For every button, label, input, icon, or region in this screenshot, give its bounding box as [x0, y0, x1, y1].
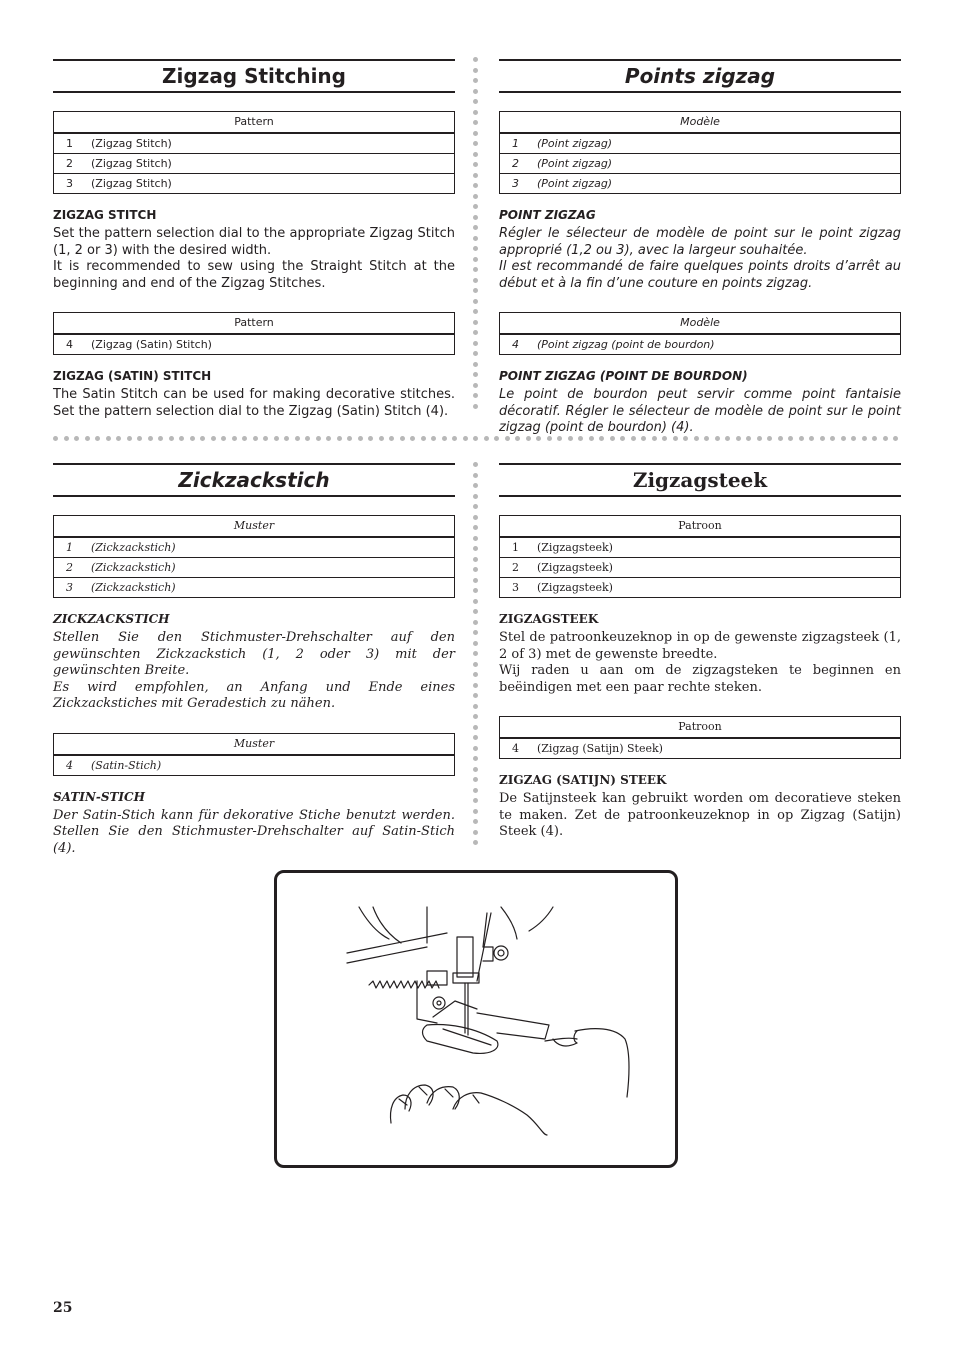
divider-dot	[148, 436, 153, 441]
table-row	[54, 557, 454, 577]
divider-dot	[473, 546, 478, 551]
divider-dot	[232, 436, 237, 441]
divider-dot	[221, 436, 226, 441]
divider-dot	[473, 641, 478, 646]
divider-dot	[473, 120, 478, 125]
divider-dot	[526, 436, 531, 441]
pattern-number: 2	[66, 157, 73, 170]
divider-dot	[347, 436, 352, 441]
divider-dot	[841, 436, 846, 441]
paragraph: It is recommended to sew using the Straight Stitch at the beginning and end of the Zigzag Stitches.	[53, 259, 455, 291]
divider-dot	[557, 436, 562, 441]
divider-dot	[809, 436, 814, 441]
divider-dot	[473, 89, 478, 94]
divider-dot	[158, 436, 163, 441]
divider-dot	[494, 436, 499, 441]
divider-dot	[872, 436, 877, 441]
section-title: Zigzagsteek	[499, 463, 901, 497]
divider-dot	[536, 436, 541, 441]
divider-dot	[473, 246, 478, 251]
divider-dot	[211, 436, 216, 441]
divider-dot	[610, 436, 615, 441]
section-german	[53, 463, 455, 857]
divider-dot	[473, 215, 478, 220]
divider-dot	[473, 672, 478, 677]
divider-dot	[473, 288, 478, 293]
divider-dot	[473, 78, 478, 83]
table-row	[500, 557, 900, 577]
pattern-number: 2	[512, 157, 519, 170]
divider-dot	[704, 436, 709, 441]
divider-dot	[830, 436, 835, 441]
divider-dot	[442, 436, 447, 441]
divider-dot	[473, 809, 478, 814]
divider-dot	[473, 735, 478, 740]
divider-dot	[106, 436, 111, 441]
pattern-number: 1	[66, 137, 73, 150]
divider-dot	[851, 436, 856, 441]
pattern-name: (Point zigzag)	[537, 177, 613, 190]
paragraph: Set the pattern selection dial to the appropriate Zigzag Stitch (1, 2 or 3) with the desired width.	[53, 226, 455, 258]
divider-dot	[473, 704, 478, 709]
divider-dot	[473, 714, 478, 719]
divider-dot	[589, 436, 594, 441]
divider-dot	[715, 436, 720, 441]
divider-dot	[473, 651, 478, 656]
divider-dot	[473, 257, 478, 262]
divider-dot	[641, 436, 646, 441]
divider-dot	[757, 436, 762, 441]
section-dutch	[499, 463, 901, 841]
section-title: Zickzackstich	[53, 463, 455, 497]
divider-dot	[893, 436, 898, 441]
divider-dot	[74, 436, 79, 441]
paragraph: Régler le sélecteur de modèle de point sur le point zigzag approprié (1,2 ou 3), avec la largeur souhaitée.	[499, 226, 901, 258]
divider-dot	[179, 436, 184, 441]
section-title: Points zigzag	[499, 59, 901, 93]
divider-dot	[473, 557, 478, 562]
divider-dot	[578, 436, 583, 441]
subheading: SATIN-STICH	[53, 789, 145, 804]
subheading: ZIGZAG STITCH	[53, 208, 157, 222]
pattern-number: 3	[512, 177, 519, 190]
divider-dot	[694, 436, 699, 441]
divider-dot	[326, 436, 331, 441]
divider-dot	[473, 372, 478, 377]
divider-dot	[284, 436, 289, 441]
divider-dot	[473, 777, 478, 782]
pattern-number: 4	[66, 758, 73, 772]
pattern-name: (Zigzag (Satin) Stitch)	[91, 338, 212, 351]
pattern-number: 3	[66, 581, 73, 594]
paragraph: Il est recommandé de faire quelques points droits d’arrêt au début et à la fin d’une couture en points zigzag.	[499, 259, 901, 291]
pattern-name: (Point zigzag)	[537, 137, 613, 150]
pattern-name: (Zigzag (Satijn) Steek)	[537, 742, 663, 755]
table-header: Muster	[54, 516, 454, 538]
divider-dot	[505, 436, 510, 441]
pattern-number: 3	[66, 177, 73, 190]
divider-dot	[473, 141, 478, 146]
table-row	[500, 577, 900, 597]
divider-dot	[473, 567, 478, 572]
table-header: Modèle	[500, 112, 900, 134]
pattern-name: (Zickzackstich)	[91, 581, 176, 594]
pattern-table	[53, 733, 455, 776]
pattern-name: (Zickzackstich)	[91, 541, 176, 554]
divider-dot	[515, 436, 520, 441]
divider-dot	[137, 436, 142, 441]
divider-dot	[767, 436, 772, 441]
divider-dot	[683, 436, 688, 441]
table-row	[54, 173, 454, 193]
table-row	[500, 173, 900, 193]
section-english	[53, 59, 455, 420]
divider-dot	[631, 436, 636, 441]
divider-dot	[788, 436, 793, 441]
divider-dot	[473, 536, 478, 541]
divider-dot	[473, 362, 478, 367]
table-row	[500, 153, 900, 173]
divider-dot	[253, 436, 258, 441]
divider-dot	[473, 609, 478, 614]
divider-dot	[169, 436, 174, 441]
divider-dot	[473, 473, 478, 478]
pattern-table	[53, 111, 455, 194]
divider-dot	[473, 588, 478, 593]
section-french	[499, 59, 901, 437]
pattern-number: 1	[66, 541, 73, 554]
divider-dot	[725, 436, 730, 441]
pattern-name: (Zigzagsteek)	[537, 561, 613, 574]
divider-dot	[473, 57, 478, 62]
divider-dot	[473, 110, 478, 115]
divider-dot	[473, 494, 478, 499]
divider-dot	[421, 436, 426, 441]
table-header: Pattern	[54, 313, 454, 335]
table-row	[500, 739, 900, 758]
paragraph: Stel de patroonkeuzeknop in op de gewenste zigzagsteek (1, 2 of 3) met de gewenste breedte.	[499, 630, 901, 662]
divider-dot	[190, 436, 195, 441]
table-row	[54, 756, 454, 775]
divider-dot	[473, 341, 478, 346]
table-row	[54, 134, 454, 153]
divider-dot	[883, 436, 888, 441]
divider-dot	[473, 173, 478, 178]
divider-dot	[337, 436, 342, 441]
pattern-table	[499, 515, 901, 598]
divider-dot	[95, 436, 100, 441]
divider-dot	[484, 436, 489, 441]
divider-dot	[305, 436, 310, 441]
subheading: ZIGZAG (SATIJN) STEEK	[499, 773, 667, 787]
divider-dot	[473, 162, 478, 167]
table-row	[500, 538, 900, 557]
vertical-dotted-divider	[473, 462, 479, 847]
divider-dot	[620, 436, 625, 441]
divider-dot	[379, 436, 384, 441]
paragraph: Der Satin-Stich kann für dekorative Stiche benutzt werden. Stellen Sie den Stichmuster-Drehschalter auf Satin-Stich (4).	[53, 807, 455, 856]
divider-dot	[473, 620, 478, 625]
divider-dot	[53, 436, 58, 441]
divider-dot	[200, 436, 205, 441]
machine-body-icon	[347, 907, 553, 963]
table-row	[54, 335, 454, 354]
divider-dot	[820, 436, 825, 441]
pattern-number: 4	[512, 338, 519, 351]
right-hand-icon	[545, 1029, 629, 1097]
table-header: Muster	[54, 734, 454, 756]
pattern-number: 2	[66, 561, 73, 574]
divider-dot	[599, 436, 604, 441]
divider-dot	[778, 436, 783, 441]
pattern-number: 1	[512, 137, 519, 150]
divider-dot	[473, 309, 478, 314]
pattern-table	[53, 515, 455, 598]
divider-dot	[473, 320, 478, 325]
divider-dot	[473, 578, 478, 583]
paragraph: Es wird empfohlen, an Anfang und Ende eines Zickzackstiches mit Geradestich zu nähen.	[53, 679, 455, 711]
pattern-name: (Zigzag Stitch)	[91, 157, 172, 170]
pattern-name: (Point zigzag)	[537, 157, 613, 170]
table-row	[500, 335, 900, 354]
page-number: 25	[53, 1300, 73, 1316]
paragraph: The Satin Stitch can be used for making decorative stitches. Set the pattern selection dial to the Zigzag (Satin) Stitch (4).	[53, 387, 455, 419]
divider-dot	[473, 788, 478, 793]
divider-dot	[410, 436, 415, 441]
subheading: ZIGZAGSTEEK	[499, 612, 599, 626]
divider-dot	[473, 225, 478, 230]
divider-dot	[473, 693, 478, 698]
divider-dot	[463, 436, 468, 441]
table-row	[54, 538, 454, 557]
divider-dot	[473, 599, 478, 604]
subheading: POINT ZIGZAG (POINT DE BOURDON)	[499, 369, 748, 383]
divider-dot	[473, 462, 478, 467]
divider-dot	[673, 436, 678, 441]
divider-dot	[473, 299, 478, 304]
paragraph: De Satijnsteek kan gebruikt worden om decoratieve steken te maken. Zet de patroonkeuzeknop in op Zigzag (Satijn) Steek (4).	[499, 791, 901, 839]
divider-dot	[473, 504, 478, 509]
table-header: Patroon	[500, 717, 900, 739]
divider-dot	[473, 767, 478, 772]
divider-dot	[473, 236, 478, 241]
divider-dot	[736, 436, 741, 441]
divider-dot	[473, 152, 478, 157]
table-row	[54, 153, 454, 173]
section-title: Zigzag Stitching	[53, 59, 455, 93]
divider-dot	[274, 436, 279, 441]
table-row	[500, 134, 900, 153]
divider-dot	[116, 436, 121, 441]
divider-dot	[473, 330, 478, 335]
divider-dot	[473, 404, 478, 409]
divider-dot	[652, 436, 657, 441]
divider-dot	[473, 683, 478, 688]
divider-dot	[400, 436, 405, 441]
divider-dot	[473, 351, 478, 356]
pattern-name: (Zigzagsteek)	[537, 581, 613, 594]
divider-dot	[263, 436, 268, 441]
pattern-number: 4	[66, 338, 73, 351]
pattern-name: (Satin-Stich)	[91, 758, 162, 772]
paragraph: Wij raden u aan om de zigzagsteken te beginnen en beëindigen met een paar rechte steken.	[499, 663, 901, 695]
pattern-name: (Zickzackstich)	[91, 561, 176, 574]
sewing-illustration	[274, 870, 678, 1168]
left-hand-icon	[391, 1085, 548, 1135]
pattern-number: 4	[512, 742, 519, 755]
divider-dot	[473, 436, 478, 441]
divider-dot	[662, 436, 667, 441]
divider-dot	[473, 393, 478, 398]
divider-dot	[568, 436, 573, 441]
divider-dot	[473, 204, 478, 209]
divider-dot	[473, 278, 478, 283]
divider-dot	[473, 131, 478, 136]
divider-dot	[473, 756, 478, 761]
divider-dot	[85, 436, 90, 441]
subheading: ZIGZAG (SATIN) STITCH	[53, 369, 212, 383]
divider-dot	[473, 99, 478, 104]
divider-dot	[473, 267, 478, 272]
divider-dot	[473, 68, 478, 73]
pattern-table	[499, 716, 901, 759]
pattern-name: (Zigzag Stitch)	[91, 177, 172, 190]
divider-dot	[473, 483, 478, 488]
vertical-dotted-divider	[473, 57, 479, 417]
divider-dot	[295, 436, 300, 441]
pattern-number: 3	[512, 581, 519, 594]
pattern-name: (Zigzagsteek)	[537, 541, 613, 554]
divider-dot	[452, 436, 457, 441]
divider-dot	[473, 183, 478, 188]
table-header: Modèle	[500, 313, 900, 335]
divider-dot	[473, 525, 478, 530]
table-row	[54, 577, 454, 597]
divider-dot	[431, 436, 436, 441]
horizontal-dotted-divider	[53, 436, 903, 442]
table-header: Patroon	[500, 516, 900, 538]
divider-dot	[316, 436, 321, 441]
divider-dot	[368, 436, 373, 441]
divider-dot	[473, 840, 478, 845]
divider-dot	[473, 662, 478, 667]
divider-dot	[64, 436, 69, 441]
divider-dot	[473, 746, 478, 751]
divider-dot	[242, 436, 247, 441]
divider-dot	[473, 830, 478, 835]
pattern-number: 1	[512, 541, 519, 554]
pattern-number: 2	[512, 561, 519, 574]
divider-dot	[473, 383, 478, 388]
divider-dot	[799, 436, 804, 441]
pattern-table	[499, 111, 901, 194]
divider-dot	[862, 436, 867, 441]
divider-dot	[358, 436, 363, 441]
paragraph: Le point de bourdon peut servir comme point fantaisie décoratif. Régler le sélecteur de modèle de point sur le point zigzag (point de bourdon) (4).	[499, 387, 901, 435]
pattern-table	[499, 312, 901, 355]
divider-dot	[389, 436, 394, 441]
divider-dot	[473, 194, 478, 199]
divider-dot	[127, 436, 132, 441]
pattern-table	[53, 312, 455, 355]
divider-dot	[473, 515, 478, 520]
subheading: POINT ZIGZAG	[499, 208, 596, 222]
divider-dot	[547, 436, 552, 441]
pattern-name: (Zigzag Stitch)	[91, 137, 172, 150]
divider-dot	[473, 725, 478, 730]
table-header: Pattern	[54, 112, 454, 134]
pattern-name: (Point zigzag (point de bourdon)	[537, 338, 715, 351]
paragraph: Stellen Sie den Stichmuster-Drehschalter auf den gewünschten Zickzackstich (1, 2 oder 3) mit der gewünschten Breite.	[53, 630, 455, 678]
divider-dot	[473, 798, 478, 803]
subheading: ZICKZACKSTICH	[53, 612, 170, 626]
divider-dot	[746, 436, 751, 441]
divider-dot	[473, 630, 478, 635]
divider-dot	[473, 819, 478, 824]
